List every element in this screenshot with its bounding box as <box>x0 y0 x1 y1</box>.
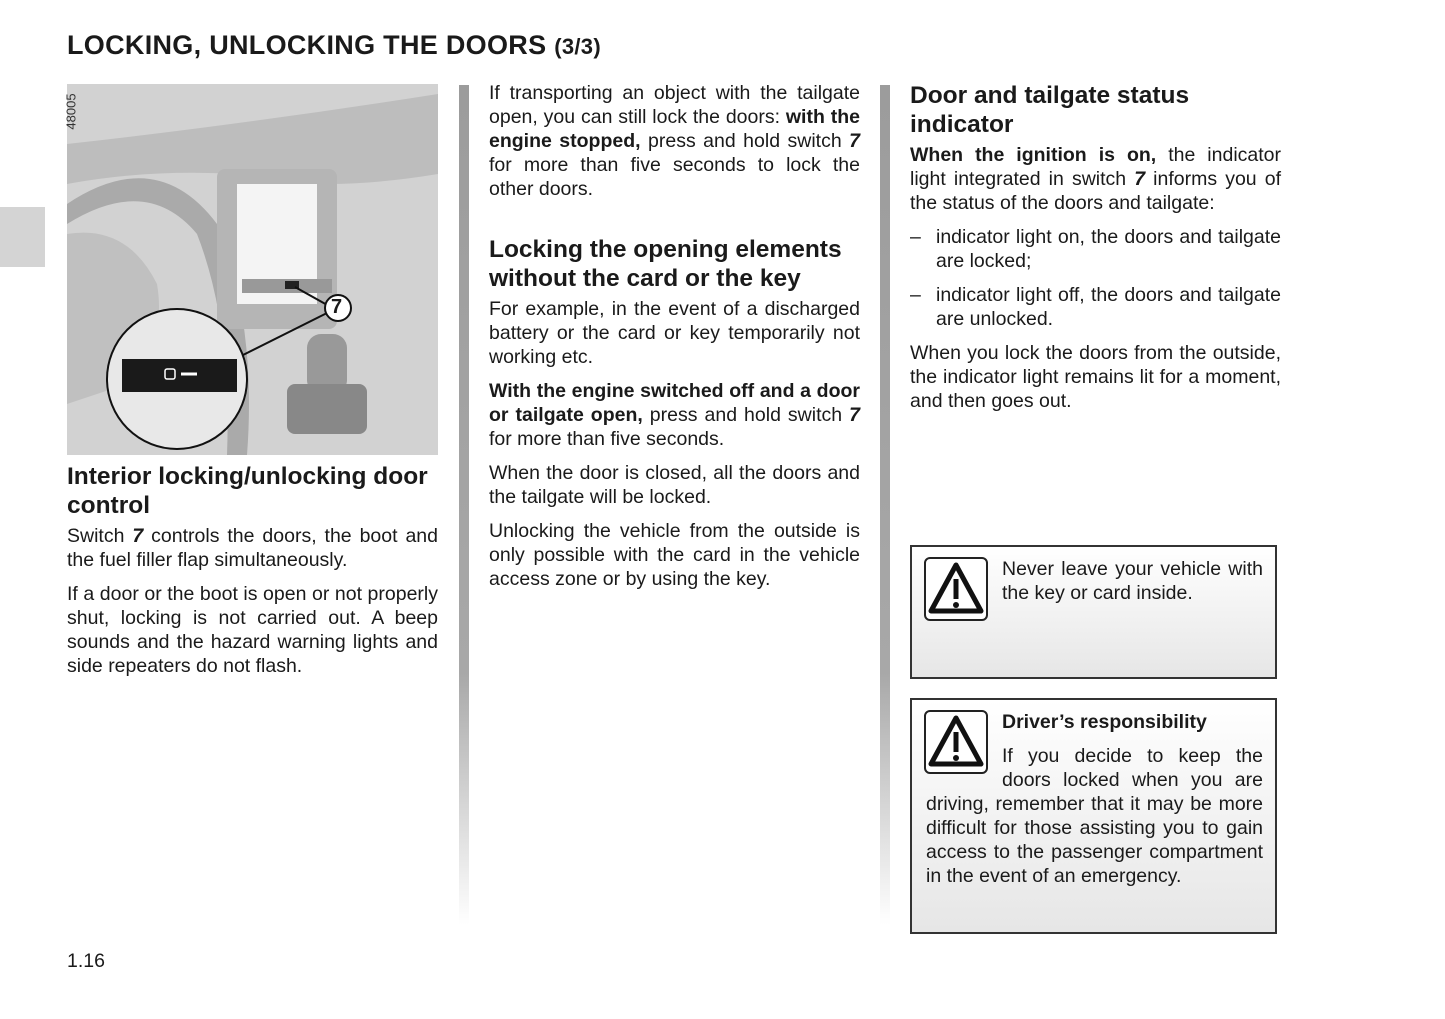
page-number: 1.16 <box>67 950 105 972</box>
dash: – <box>910 226 921 248</box>
text: for more than five seconds to lock the other doors. <box>489 154 860 200</box>
dash: – <box>910 284 921 306</box>
switch-ref: 7 <box>849 130 860 152</box>
callout-number: 7 <box>331 296 343 318</box>
warning-box <box>910 545 1277 679</box>
paragraph: For example, in the event of a discharged battery or the card or key temporarily not working etc. <box>489 298 860 368</box>
paragraph: When the door is closed, all the doors and the tailgate will be locked. <box>489 462 860 508</box>
warning-triangle-icon <box>924 557 988 621</box>
section-heading: Locking the opening elements without the card or the key <box>489 236 842 292</box>
dashboard-illustration <box>63 84 438 455</box>
paragraph <box>489 81 860 201</box>
text: Switch <box>67 525 133 547</box>
list-item <box>910 225 1281 273</box>
paragraph <box>489 379 860 451</box>
paragraph: Unlocking the vehicle from the outside is only possible with the card in the vehicle access zone or by using the key. <box>489 520 860 590</box>
text: indicator light on, the doors and tailgate are locked; <box>936 226 1281 272</box>
switch-ref: 7 <box>1134 168 1146 190</box>
text: press and hold switch <box>640 130 850 152</box>
paragraph <box>910 143 1281 215</box>
warning-box <box>910 698 1277 934</box>
text: If transporting an object with the tailgate open, you can still lock the doors: <box>489 82 860 128</box>
page-title <box>67 30 601 61</box>
bold-text: with the engine stopped, <box>489 106 860 152</box>
dashboard-drawing <box>67 84 438 455</box>
warning-text: Never leave your vehicle with the key or card inside. <box>1002 558 1263 604</box>
column-3 <box>910 81 1281 423</box>
text: informs you of the status of the doors and tailgate: <box>910 168 1281 214</box>
text: press and hold switch <box>642 404 850 426</box>
column-divider <box>459 85 469 925</box>
title-main: LOCKING, UNLOCKING THE DOORS <box>67 30 547 60</box>
column-1 <box>67 462 438 688</box>
figure-reference: 48005 <box>63 93 79 130</box>
paragraph: When you lock the doors from the outside, the indicator light remains lit for a moment, and then goes out. <box>910 342 1281 412</box>
chapter-tab <box>0 207 45 267</box>
section-heading: Interior locking/unlocking door control <box>67 463 428 519</box>
column-divider <box>880 85 890 925</box>
section-heading: Door and tailgate status indicator <box>910 82 1190 138</box>
paragraph <box>67 524 438 572</box>
text: the indicator light integrated in switch <box>910 144 1282 190</box>
list-item <box>910 283 1281 331</box>
status-list <box>910 225 1281 331</box>
column-2 <box>489 81 860 601</box>
warning-text: If you decide to keep the doors locked when you are driving, remember that it may be more difficult for those assisting you to gain access to the passenger compartment in the event of an emergency. <box>926 745 1263 887</box>
switch-ref: 7 <box>849 404 860 426</box>
warning-title: Driver’s responsibility <box>1002 711 1207 733</box>
bold-text: When the ignition is on, <box>910 144 1157 166</box>
title-part: (3/3) <box>554 34 601 59</box>
text: indicator light off, the doors and tailgate are unlocked. <box>936 284 1281 330</box>
text: for more than five seconds. <box>489 428 725 450</box>
warning-triangle-icon <box>924 710 988 774</box>
text: controls the doors, the boot and the fuel filler flap simultaneously. <box>67 525 438 571</box>
switch-ref: 7 <box>132 525 144 547</box>
paragraph: If a door or the boot is open or not properly shut, locking is not carried out. A beep sounds and the hazard warning lights and side repeaters do not flash. <box>67 583 438 677</box>
bold-text: With the engine switched off and a door or tailgate open, <box>489 380 860 426</box>
